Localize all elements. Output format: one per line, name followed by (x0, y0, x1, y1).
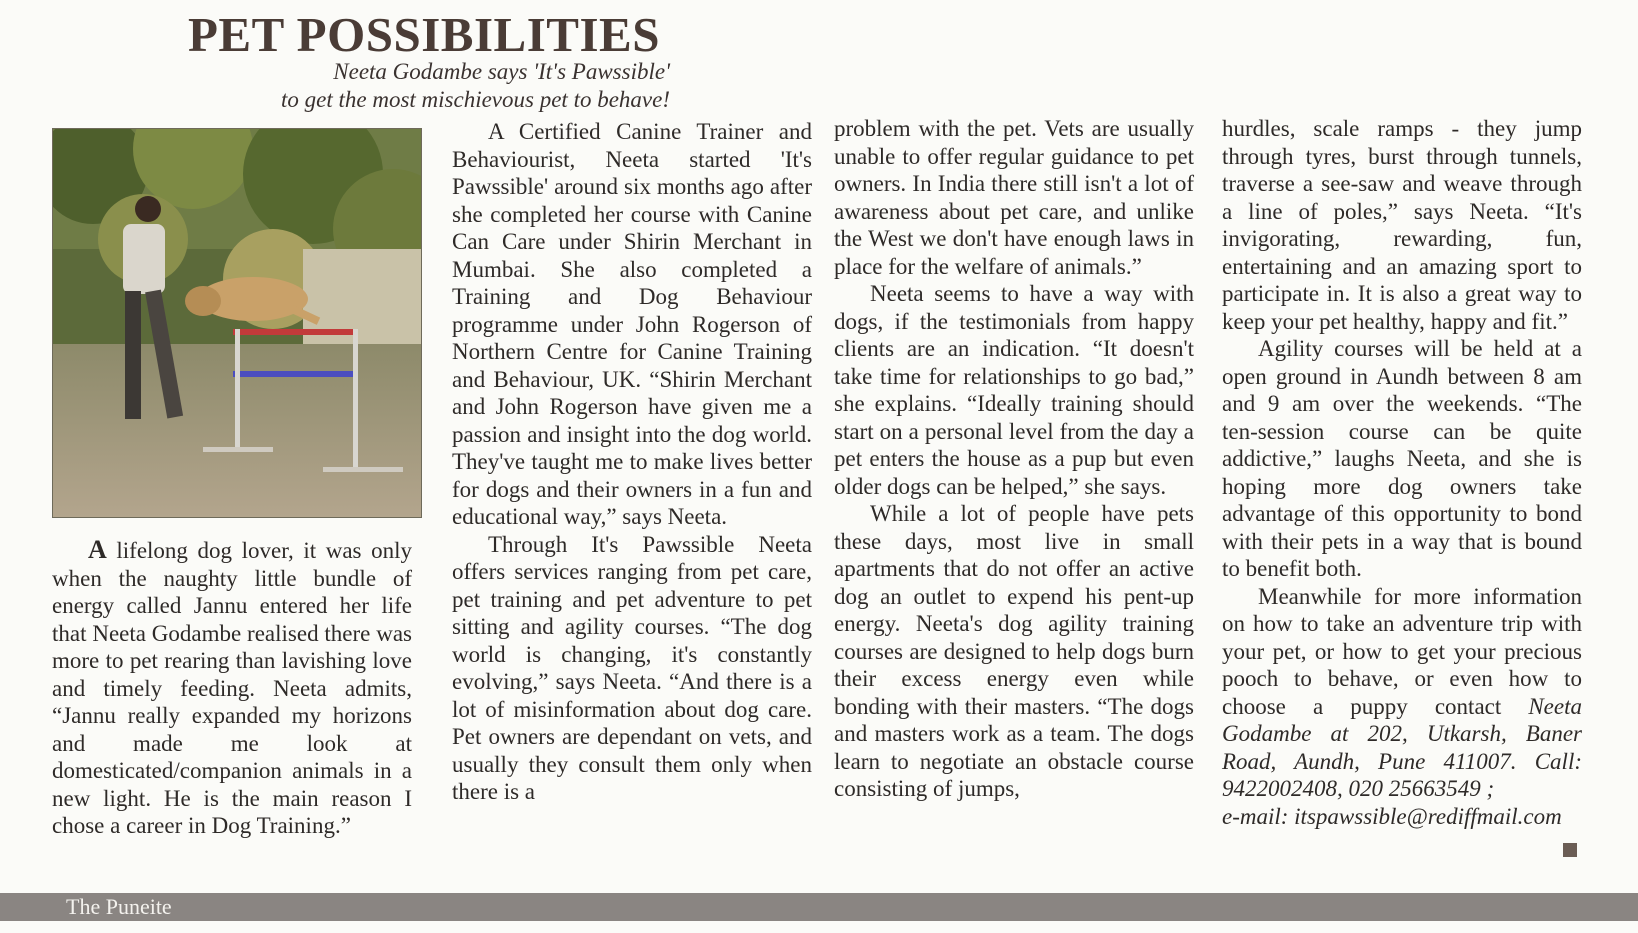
article-column-3 (834, 115, 1194, 803)
paragraph-text: lifelong dog lover, it was only when the naughty little bundle of energy called Jannu entered her life that Neeta Godambe realised there was more to pet rearing than lavishing love and timely feeding. Neeta admits, “Jannu really expanded my horizons and made me look at domesticated/companion animals in a new light. He is the main reason I chose a career in Dog Training.” (52, 538, 412, 838)
headline: PET POSSIBILITIES (188, 7, 660, 62)
publication-name: The Puneite (66, 894, 172, 919)
footer-bar (0, 893, 1638, 921)
drop-cap: A (88, 535, 107, 564)
subtitle (200, 58, 670, 114)
article-column-4 (1222, 115, 1582, 830)
article-column-1 (52, 536, 412, 840)
contact-email: e-mail: itspawssible@rediffmail.com (1222, 803, 1562, 829)
paragraph (52, 536, 412, 840)
paragraph: Agility courses will be held at a open ground in Aundh between 8 am and 9 am over the weekends. “The ten-session course can be quite addictive,” laughs Neeta, and she is hoping more dog owners take advantage of this opportunity to bond with their pets in a way that is bound to benefit both. (1222, 336, 1582, 581)
paragraph: While a lot of people have pets these days, most live in small apartments that do not offer an active dog an outlet to expend his pent-up energy. Neeta's dog agility training courses are designed to help dogs burn their excess energy even while bonding with their masters. “The dogs and masters work as a team. The dogs learn to negotiate an obstacle course consisting of jumps, (834, 501, 1194, 801)
contact-details: Neeta Godambe at 202, Utkarsh, Baner Road, Aundh, Pune 411007. Call: 9422002408, 020 25663549 ; (1222, 693, 1582, 801)
paragraph: Through It's Pawssible Neeta offers services ranging from pet care, pet training and pet adventure to pet sitting and agility courses. “The dog world is changing, it's constantly evolving,” says Neeta. “And there is a lot of misinformation about dog care. Pet owners are dependant on vets, and usually they consult them only when there is a (452, 531, 812, 804)
paragraph (1222, 583, 1582, 803)
paragraph: A Certified Canine Trainer and Behaviourist, Neeta started 'It's Pawssible' around six months ago after she completed her course with Canine Can Care under Shirin Merchant in Mumbai. She also completed a Training and Dog Behaviour programme under John Rogerson of Northern Centre for Canine Training and Behaviour, UK. “Shirin Merchant and John Rogerson have given me a passion and insight into the dog world. They've taught me to make lives better for dogs and their owners in a fun and educational way,” says Neeta. (452, 119, 812, 529)
dog-agility-photo (53, 129, 421, 517)
article-photo (52, 128, 422, 518)
end-of-article-mark (1563, 843, 1577, 857)
subtitle-line-1: Neeta Godambe says 'It's Pawssible' (333, 59, 670, 84)
paragraph: Neeta seems to have a way with dogs, if the testimonials from happy clients are an indication. “It doesn't take time for relationships to go bad,” she explains. “Ideally training should start on a personal level from the day a pet enters the house as a pup but even older dogs can be helped,” she says. (834, 281, 1194, 499)
article-column-2 (452, 118, 812, 806)
paragraph-text: Meanwhile for more information on how to take an adventure trip with your pet, or how to get your precious pooch to behave, or even how to choose a puppy contact (1222, 583, 1582, 719)
paragraph: hurdles, scale ramps - they jump through tyres, burst through tunnels, traverse a see-saw and weave through a line of poles,” says Neeta. “It's invigorating, rewarding, fun, entertaining and an amazing sport to participate in. It is also a great way to keep your pet healthy, happy and fit.” (1222, 116, 1582, 334)
subtitle-line-2: to get the most mischievous pet to behave! (281, 87, 670, 112)
paragraph: problem with the pet. Vets are usually unable to offer regular guidance to pet owners. In India there still isn't a lot of awareness about pet care, and unlike the West we don't have enough laws in place for the welfare of animals.” (834, 116, 1194, 279)
